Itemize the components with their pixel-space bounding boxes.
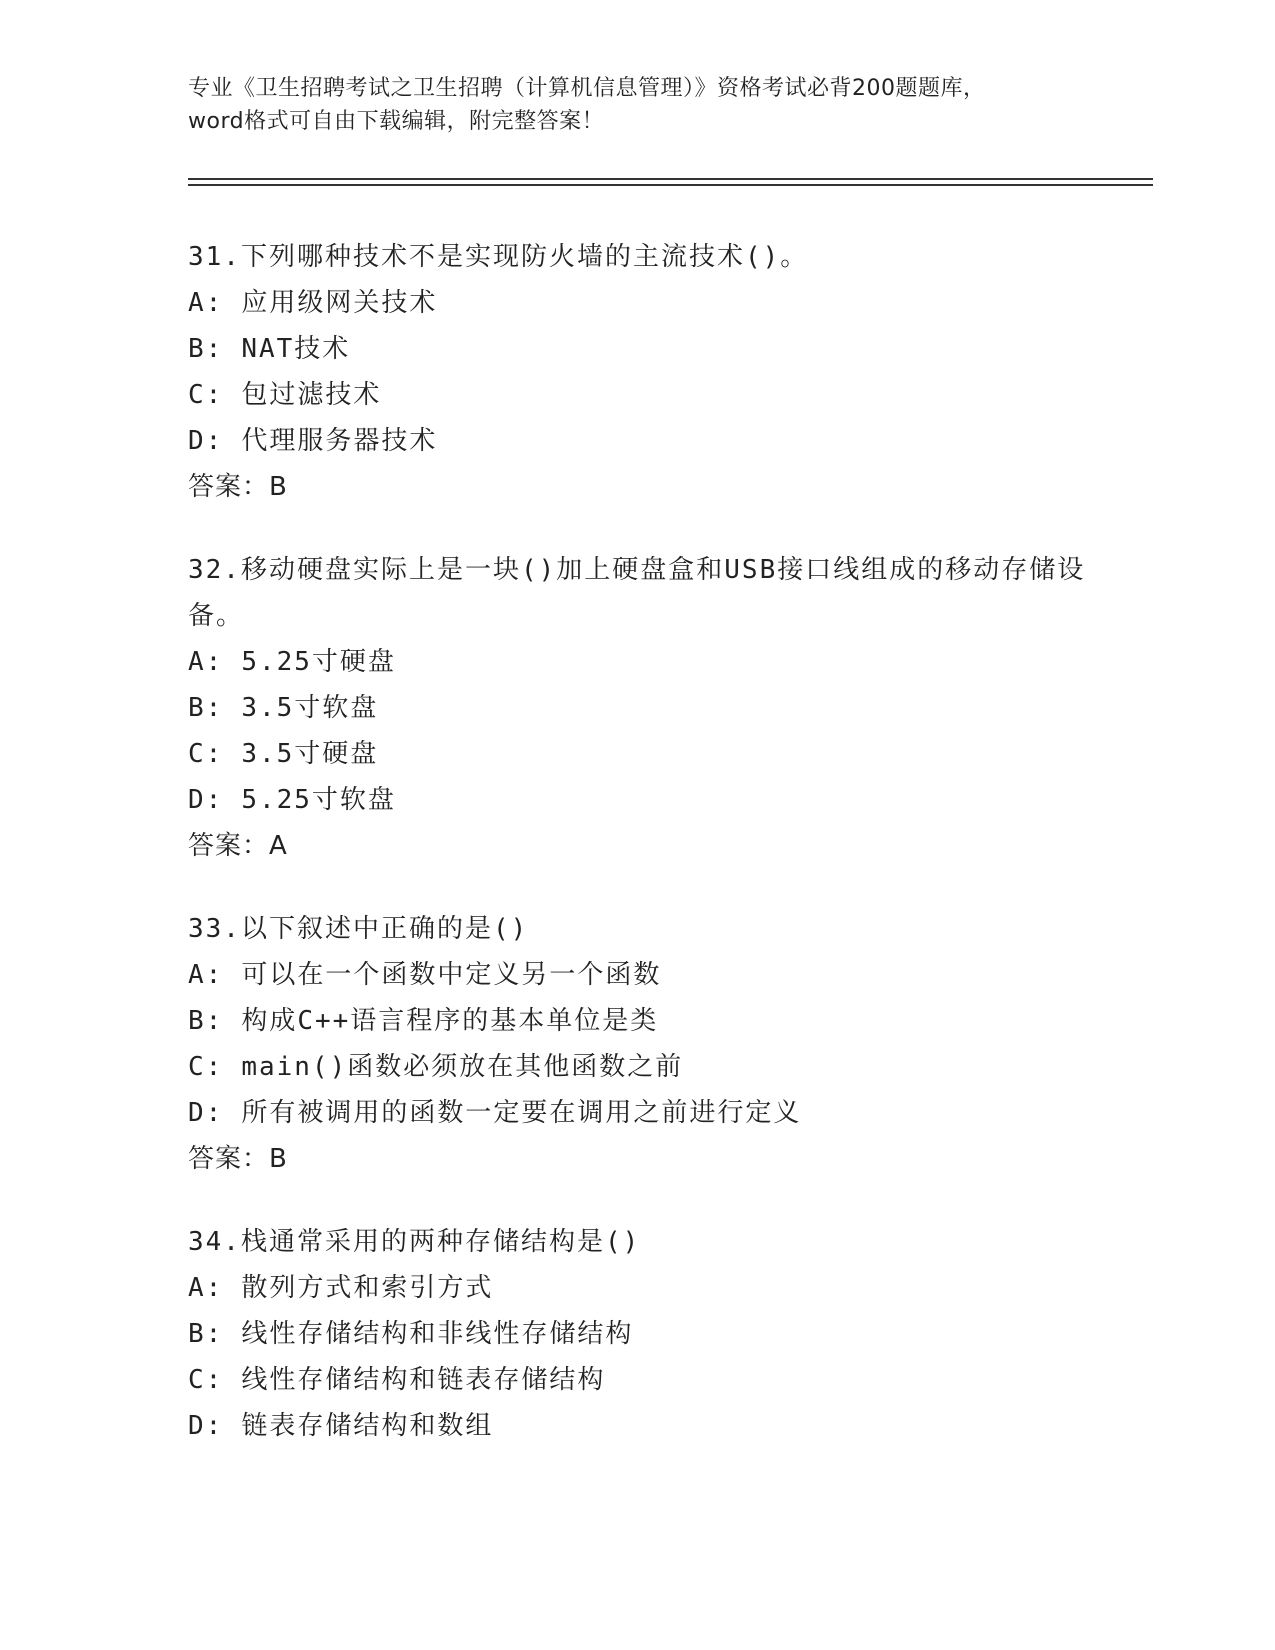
option-letter: C: <box>188 739 224 769</box>
option-a <box>188 280 1088 326</box>
option-letter: B: <box>188 1319 224 1349</box>
option-c <box>188 1357 1088 1403</box>
option-letter: B: <box>188 693 224 723</box>
option-letter: D: <box>188 785 224 815</box>
question-32 <box>188 547 1088 869</box>
question-list <box>188 234 1088 1486</box>
option-b <box>188 685 1088 731</box>
option-text: 3.5寸硬盘 <box>241 739 379 769</box>
option-d <box>188 1403 1088 1449</box>
option-text: 5.25寸软盘 <box>241 785 396 815</box>
answer-label: 答案：A <box>188 831 288 861</box>
option-text: main()函数必须放在其他函数之前 <box>241 1052 684 1082</box>
option-text: 所有被调用的函数一定要在调用之前进行定义 <box>241 1098 802 1128</box>
option-text: 散列方式和索引方式 <box>241 1273 494 1303</box>
option-letter: C: <box>188 380 224 410</box>
question-33 <box>188 906 1088 1182</box>
header-line-2: word格式可自由下载编辑，附完整答案！ <box>188 109 605 134</box>
question-text: 33.以下叙述中正确的是() <box>188 914 529 944</box>
option-letter: D: <box>188 1098 224 1128</box>
option-c <box>188 731 1088 777</box>
option-text: 应用级网关技术 <box>241 288 438 318</box>
question-34 <box>188 1219 1088 1449</box>
option-c <box>188 372 1088 418</box>
question-text: 34.栈通常采用的两种存储结构是() <box>188 1227 641 1257</box>
option-letter: A: <box>188 647 224 677</box>
header-divider-bottom <box>188 184 1153 186</box>
option-letter: B: <box>188 1006 224 1036</box>
option-b <box>188 998 1088 1044</box>
option-a <box>188 952 1088 998</box>
option-letter: C: <box>188 1052 224 1082</box>
option-text: 可以在一个函数中定义另一个函数 <box>241 960 662 990</box>
option-b <box>188 1311 1088 1357</box>
option-letter: B: <box>188 334 224 364</box>
option-letter: A: <box>188 960 224 990</box>
option-text: 5.25寸硬盘 <box>241 647 396 677</box>
option-d <box>188 1090 1088 1136</box>
document-header <box>188 72 1088 138</box>
option-a <box>188 639 1088 685</box>
option-d <box>188 418 1088 464</box>
option-text: 构成C++语言程序的基本单位是类 <box>241 1006 659 1036</box>
question-text: 31.下列哪种技术不是实现防火墙的主流技术()。 <box>188 242 809 272</box>
option-text: NAT技术 <box>241 334 351 364</box>
option-a <box>188 1265 1088 1311</box>
option-text: 链表存储结构和数组 <box>241 1411 494 1441</box>
option-letter: A: <box>188 288 224 318</box>
header-line-1: 专业《卫生招聘考试之卫生招聘（计算机信息管理）》资格考试必背200题题库， <box>188 76 986 101</box>
question-31 <box>188 234 1088 510</box>
option-letter: C: <box>188 1365 224 1395</box>
option-c <box>188 1044 1088 1090</box>
question-text: 32.移动硬盘实际上是一块()加上硬盘盒和USB接口线组成的移动存储设备。 <box>188 555 1086 631</box>
option-text: 3.5寸软盘 <box>241 693 379 723</box>
option-text: 线性存储结构和链表存储结构 <box>241 1365 606 1395</box>
option-text: 包过滤技术 <box>241 380 382 410</box>
option-letter: A: <box>188 1273 224 1303</box>
option-b <box>188 326 1088 372</box>
option-d <box>188 777 1088 823</box>
answer-label: 答案：B <box>188 1144 288 1174</box>
option-text: 代理服务器技术 <box>241 426 438 456</box>
option-text: 线性存储结构和非线性存储结构 <box>241 1319 634 1349</box>
option-letter: D: <box>188 1411 224 1441</box>
header-divider-top <box>188 178 1153 180</box>
option-letter: D: <box>188 426 224 456</box>
answer-label: 答案：B <box>188 472 288 502</box>
